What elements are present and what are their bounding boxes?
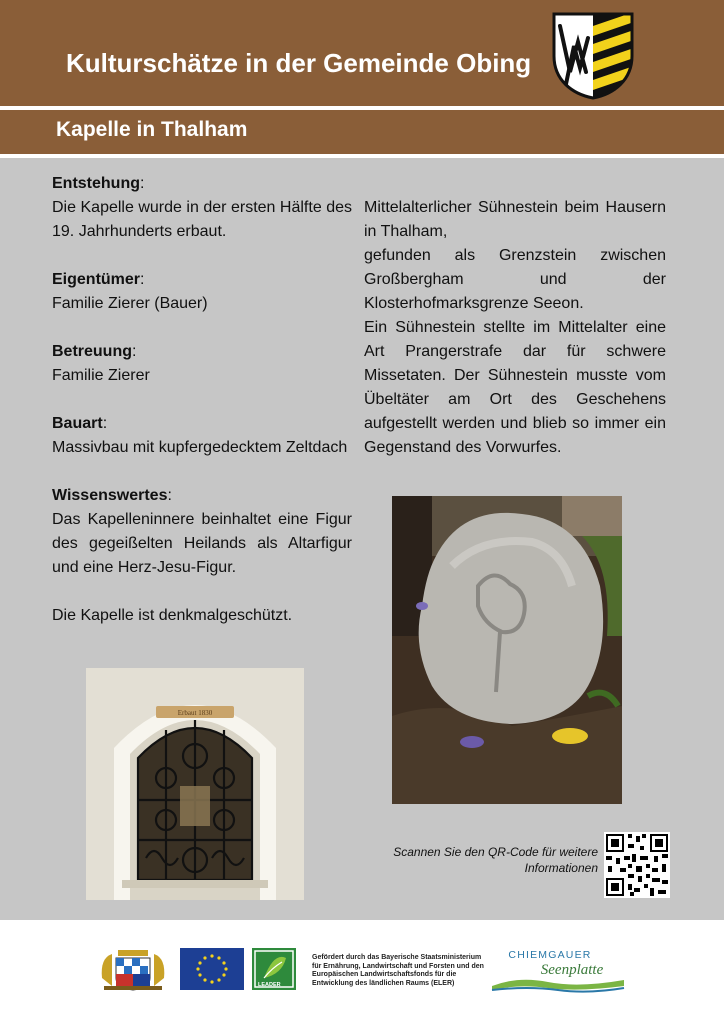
section-entstehung: Entstehung: Die Kapelle wurde in der ersten Hälfte des 19. Jahrhunderts erbaut. (52, 172, 352, 244)
paragraph: Ein Sühnestein stellte im Mittelalter eine Art Prangerstrafe dar für schwere Missetaten. Der Sühnestein musste vom Übeltäter am Ort des Geschehens aufgestellt werden und blieb so immer ein Gegenstand des Vorwurfes. (364, 319, 666, 456)
logo-bottom-text: Seenplatte (540, 962, 604, 978)
section-text: Familie Zierer (52, 367, 150, 384)
monument-note: Die Kapelle ist denkmalgeschützt. (52, 607, 293, 624)
left-column (52, 172, 352, 628)
obing-crest-icon (552, 12, 634, 100)
bavaria-coat-of-arms-icon (98, 948, 168, 992)
section-bauart: Bauart: Massivbau mit kupfergedecktem Zeltdach (52, 412, 352, 460)
leader-label: LEADER (258, 982, 281, 988)
section-heading: Bauart (52, 415, 103, 432)
section-wissenswertes: Wissenswertes: Das Kapelleninnere beinhaltet eine Figur des gegeißelten Heilands als Altarfigur und eine Herz-Jesu-Figur. (52, 484, 352, 580)
section-heading: Entstehung (52, 175, 140, 192)
chapel-sign: Erbaut 1830 (177, 709, 213, 717)
page-title: Kulturschätze in der Gemeinde Obing (66, 48, 532, 78)
chiemgauer-seenplatte-logo (488, 946, 628, 994)
page-subtitle: Kapelle in Thalham (56, 118, 248, 141)
paragraph: gefunden als Grenzstein zwischen Großbergham und der Klosterhofmarksgrenze Seeon. (364, 247, 666, 312)
leader-logo-icon (252, 948, 296, 990)
qr-caption: Scannen Sie den QR-Code für weitere Informationen (393, 845, 598, 875)
right-column (364, 196, 666, 460)
section-heading: Betreuung (52, 343, 132, 360)
subheader-divider (0, 154, 724, 158)
paragraph: Mittelalterlicher Sühnestein beim Hausern in Thalham, (364, 199, 666, 240)
section-text: Das Kapelleninnere beinhaltet eine Figur des gegeißelten Heilands als Altarfigur und eine Herz-Jesu-Figur. (52, 511, 352, 576)
section-text: Die Kapelle wurde in der ersten Hälfte des 19. Jahrhunderts erbaut. (52, 199, 352, 240)
suehnestein-photo (392, 496, 622, 804)
section-heading: Wissenswertes (52, 487, 168, 504)
section-text: Familie Zierer (Bauer) (52, 295, 208, 312)
funding-notice: Gefördert durch das Bayerische Staatsministerium für Ernährung, Landwirtschaft und Forsten und den Europäischen Landwirtschaftsfonds für die Entwicklung des ländlichen Raums (ELER) (312, 954, 484, 987)
eu-flag-icon (180, 948, 244, 990)
logo-top-text: CHIEMGAUER (508, 949, 592, 961)
section-betreuung: Betreuung: Familie Zierer (52, 340, 352, 388)
qr-code-icon[interactable] (604, 832, 670, 898)
section-eigentuemer: Eigentümer: Familie Zierer (Bauer) (52, 268, 352, 316)
section-text: Massivbau mit kupfergedecktem Zeltdach (52, 439, 348, 456)
chapel-photo (86, 668, 304, 900)
section-heading: Eigentümer (52, 271, 141, 288)
